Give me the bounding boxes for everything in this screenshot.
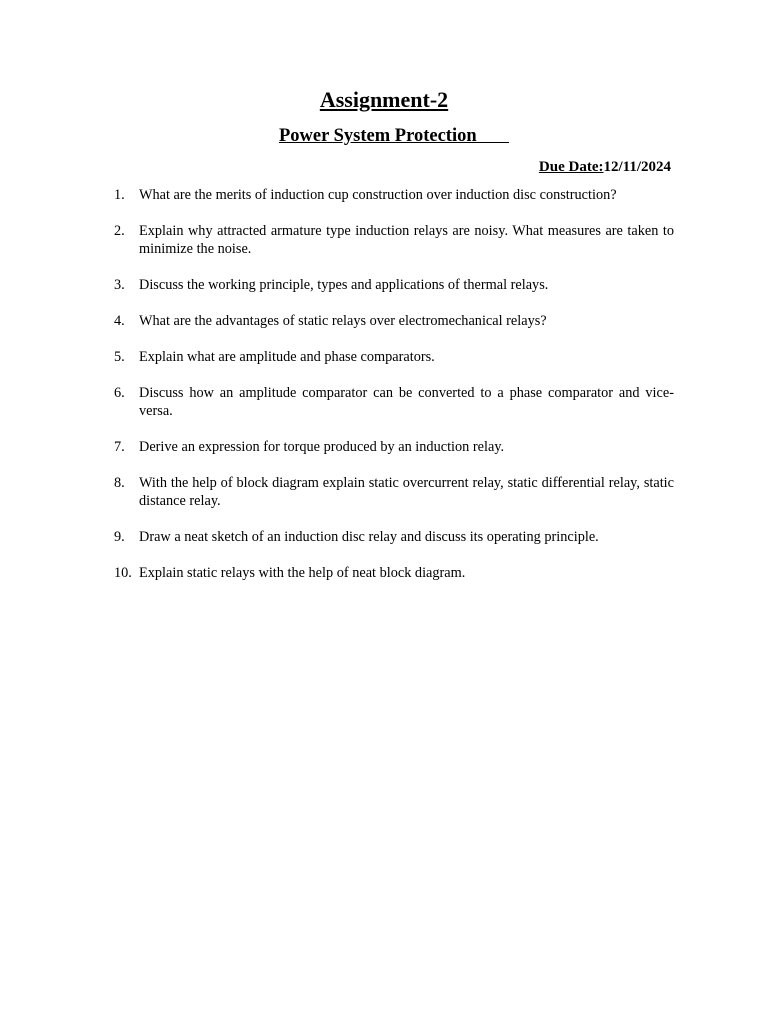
question-number: 8. (114, 475, 125, 491)
question-item (114, 276, 674, 294)
question-number: 7. (114, 439, 125, 455)
question-item (114, 222, 674, 258)
question-text: Discuss the working principle, types and applications of thermal relays. (139, 277, 549, 293)
question-item (114, 528, 674, 546)
course-title: Power System Protection (279, 126, 509, 146)
question-item (114, 186, 674, 204)
question-number: 6. (114, 385, 125, 401)
page-title-text: Assignment-2 (319, 87, 449, 112)
question-number: 1. (114, 187, 125, 203)
due-date (539, 157, 671, 177)
page-title (0, 86, 768, 114)
question-item (114, 348, 674, 366)
question-number: 10. (114, 565, 132, 581)
question-text: Discuss how an amplitude comparator can be converted to a phase comparator and vice-versa. (139, 385, 674, 419)
question-text: What are the merits of induction cup construction over induction disc construction? (139, 187, 617, 203)
question-text: Explain why attracted armature type induction relays are noisy. What measures are taken to minimize the noise. (139, 223, 674, 257)
question-text: Derive an expression for torque produced by an induction relay. (139, 439, 505, 455)
question-text: Explain what are amplitude and phase comparators. (139, 349, 435, 365)
due-date-value: 12/11/2024 (603, 159, 671, 175)
question-text: With the help of block diagram explain static overcurrent relay, static differential relay, static distance relay. (139, 475, 674, 509)
question-number: 5. (114, 349, 125, 365)
question-item (114, 312, 674, 330)
question-item (114, 564, 674, 582)
question-item (114, 438, 674, 456)
question-number: 2. (114, 223, 125, 239)
question-text: What are the advantages of static relays over electromechanical relays? (139, 313, 547, 329)
question-item (114, 474, 674, 510)
question-number: 4. (114, 313, 125, 329)
question-text: Explain static relays with the help of neat block diagram. (139, 565, 466, 581)
question-text: Draw a neat sketch of an induction disc relay and discuss its operating principle. (139, 529, 599, 545)
due-date-label: Due Date: (538, 159, 604, 175)
question-number: 9. (114, 529, 125, 545)
question-item (114, 384, 674, 420)
question-number: 3. (114, 277, 125, 293)
question-list (114, 186, 674, 600)
